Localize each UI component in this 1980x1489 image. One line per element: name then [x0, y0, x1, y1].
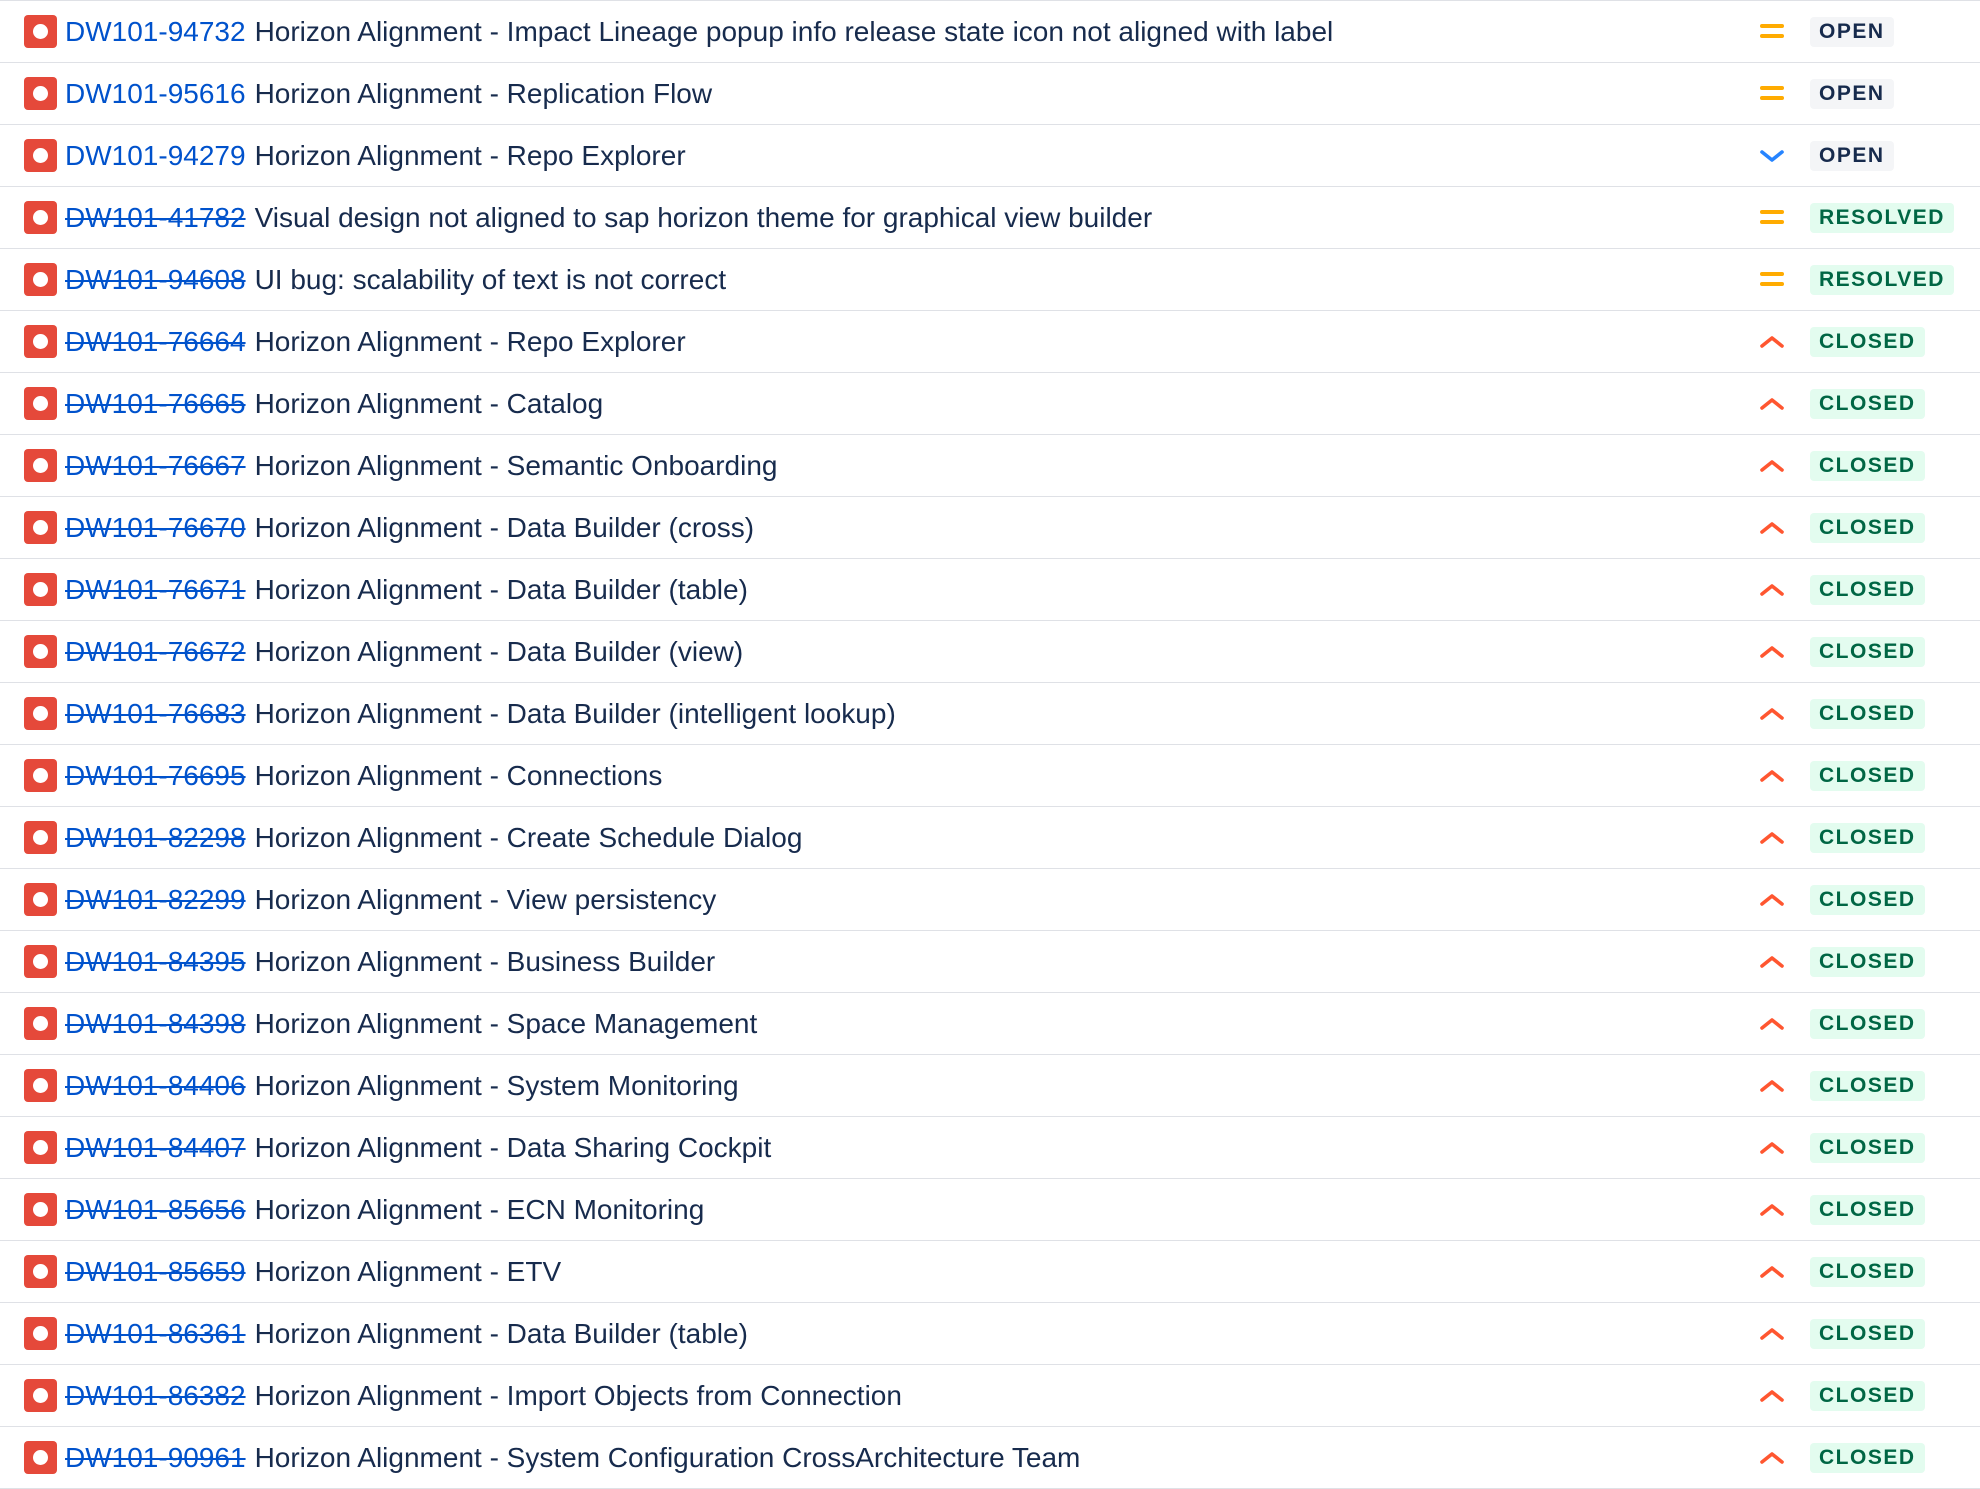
issue-text [65, 497, 754, 558]
issue-key-link[interactable]: DW101-76670 [65, 511, 246, 543]
issue-row[interactable] [0, 125, 1980, 187]
chevron-up-icon [1756, 1321, 1788, 1347]
equals-icon [1756, 81, 1788, 107]
issue-key-link[interactable]: DW101-76665 [65, 387, 246, 419]
issue-summary[interactable]: Horizon Alignment - System Configuration CrossArchitecture Team [254, 1441, 1081, 1473]
status-badge: OPEN [1810, 17, 1894, 47]
issue-row[interactable] [0, 311, 1980, 373]
chevron-down-icon [1756, 143, 1788, 169]
bug-icon [24, 263, 57, 296]
status-badge: CLOSED [1810, 1257, 1925, 1287]
chevron-up-icon [1756, 1383, 1788, 1409]
status-badge: CLOSED [1810, 513, 1925, 543]
status-badge: CLOSED [1810, 699, 1925, 729]
issue-row[interactable] [0, 993, 1980, 1055]
issue-key-link[interactable]: DW101-86361 [65, 1317, 246, 1349]
issue-summary[interactable]: Horizon Alignment - ETV [254, 1255, 562, 1287]
issue-summary[interactable]: Horizon Alignment - ECN Monitoring [254, 1193, 705, 1225]
bug-icon [24, 1441, 57, 1474]
issue-row[interactable] [0, 1303, 1980, 1365]
issue-summary[interactable]: Horizon Alignment - Data Builder (table) [254, 573, 748, 605]
issue-row[interactable] [0, 187, 1980, 249]
status-badge: CLOSED [1810, 1443, 1925, 1473]
bug-icon [24, 1255, 57, 1288]
chevron-up-icon [1756, 577, 1788, 603]
issue-row[interactable] [0, 249, 1980, 311]
bug-icon [24, 821, 57, 854]
issue-row[interactable] [0, 1365, 1980, 1427]
bug-icon [24, 697, 57, 730]
issue-summary[interactable]: Horizon Alignment - Data Builder (table) [254, 1317, 748, 1349]
issue-summary[interactable]: Horizon Alignment - Semantic Onboarding [254, 449, 778, 481]
status-badge: CLOSED [1810, 575, 1925, 605]
chevron-up-icon [1756, 1135, 1788, 1161]
issue-key-link[interactable]: DW101-86382 [65, 1379, 246, 1411]
issue-summary[interactable]: Horizon Alignment - System Monitoring [254, 1069, 739, 1101]
equals-icon [1756, 19, 1788, 45]
issue-text [65, 1241, 561, 1302]
issue-key-link[interactable]: DW101-76672 [65, 635, 246, 667]
issue-key-link[interactable]: DW101-76695 [65, 759, 246, 791]
issue-text [65, 1179, 704, 1240]
issue-text [65, 1055, 739, 1116]
status-badge: CLOSED [1810, 823, 1925, 853]
bug-icon [24, 139, 57, 172]
bug-icon [24, 1193, 57, 1226]
status-badge: OPEN [1810, 141, 1894, 171]
issue-text [65, 249, 726, 310]
issue-row[interactable] [0, 1117, 1980, 1179]
status-badge: RESOLVED [1810, 265, 1954, 295]
chevron-up-icon [1756, 391, 1788, 417]
status-badge: CLOSED [1810, 1319, 1925, 1349]
issue-text [65, 1303, 748, 1364]
chevron-up-icon [1756, 1073, 1788, 1099]
status-badge: OPEN [1810, 79, 1894, 109]
bug-icon [24, 759, 57, 792]
issue-text [65, 993, 757, 1054]
bug-icon [24, 945, 57, 978]
issue-summary[interactable]: Horizon Alignment - Repo Explorer [254, 325, 686, 357]
issue-key-link[interactable]: DW101-84398 [65, 1007, 246, 1039]
bug-icon [24, 201, 57, 234]
chevron-up-icon [1756, 701, 1788, 727]
chevron-up-icon [1756, 763, 1788, 789]
chevron-up-icon [1756, 639, 1788, 665]
issue-text [65, 125, 686, 186]
issue-key-link[interactable]: DW101-41782 [65, 201, 246, 233]
chevron-up-icon [1756, 329, 1788, 355]
issue-text [65, 1, 1333, 62]
issue-text [65, 311, 686, 372]
chevron-up-icon [1756, 1259, 1788, 1285]
issue-key-link[interactable]: DW101-84395 [65, 945, 246, 977]
bug-icon [24, 511, 57, 544]
chevron-up-icon [1756, 1011, 1788, 1037]
issue-summary[interactable]: Horizon Alignment - Impact Lineage popup info release state icon not aligned with label [254, 15, 1334, 47]
bug-icon [24, 449, 57, 482]
issue-text [65, 435, 778, 496]
issue-text [65, 187, 1152, 248]
status-badge: CLOSED [1810, 761, 1925, 791]
issue-summary[interactable]: Horizon Alignment - Catalog [254, 387, 604, 419]
bug-icon [24, 883, 57, 916]
issue-row[interactable] [0, 497, 1980, 559]
issue-key-link[interactable]: DW101-84406 [65, 1069, 246, 1101]
issue-key-link[interactable]: DW101-95616 [65, 77, 246, 109]
issue-summary[interactable]: Horizon Alignment - Space Management [254, 1007, 758, 1039]
bug-icon [24, 325, 57, 358]
issue-key-link[interactable]: DW101-82299 [65, 883, 246, 915]
bug-icon [24, 15, 57, 48]
status-badge: CLOSED [1810, 947, 1925, 977]
issue-text [65, 869, 716, 930]
issue-row[interactable] [0, 63, 1980, 125]
status-badge: CLOSED [1810, 1009, 1925, 1039]
issue-row[interactable] [0, 869, 1980, 931]
equals-icon [1756, 205, 1788, 231]
status-badge: CLOSED [1810, 451, 1925, 481]
issue-summary[interactable]: Horizon Alignment - Repo Explorer [254, 139, 686, 171]
status-badge: RESOLVED [1810, 203, 1954, 233]
bug-icon [24, 1379, 57, 1412]
issue-text [65, 1117, 771, 1178]
bug-icon [24, 573, 57, 606]
issue-summary[interactable]: Horizon Alignment - Data Builder (view) [254, 635, 744, 667]
bug-icon [24, 1131, 57, 1164]
issue-text [65, 559, 748, 620]
bug-icon [24, 1007, 57, 1040]
issue-key-link[interactable]: DW101-84407 [65, 1131, 246, 1163]
issue-row[interactable] [0, 435, 1980, 497]
issue-summary[interactable]: Horizon Alignment - Data Sharing Cockpit [254, 1131, 772, 1163]
issue-row[interactable] [0, 807, 1980, 869]
status-badge: CLOSED [1810, 637, 1925, 667]
chevron-up-icon [1756, 949, 1788, 975]
issue-text [65, 1427, 1080, 1488]
issue-key-link[interactable]: DW101-85656 [65, 1193, 246, 1225]
status-badge: CLOSED [1810, 1381, 1925, 1411]
bug-icon [24, 1317, 57, 1350]
issue-row[interactable] [0, 1241, 1980, 1303]
issue-row[interactable] [0, 683, 1980, 745]
issue-text [65, 931, 715, 992]
issue-row[interactable] [0, 373, 1980, 435]
issue-key-link[interactable]: DW101-85659 [65, 1255, 246, 1287]
chevron-up-icon [1756, 515, 1788, 541]
chevron-up-icon [1756, 1197, 1788, 1223]
issue-key-link[interactable]: DW101-82298 [65, 821, 246, 853]
issue-key-link[interactable]: DW101-76664 [65, 325, 246, 357]
bug-icon [24, 387, 57, 420]
status-badge: CLOSED [1810, 389, 1925, 419]
issue-row[interactable] [0, 931, 1980, 993]
status-badge: CLOSED [1810, 1071, 1925, 1101]
issue-key-link[interactable]: DW101-76671 [65, 573, 246, 605]
bug-icon [24, 635, 57, 668]
issue-summary[interactable]: Horizon Alignment - Replication Flow [254, 77, 713, 109]
issue-text [65, 745, 662, 806]
status-badge: CLOSED [1810, 885, 1925, 915]
issue-text [65, 1365, 902, 1426]
issue-summary[interactable]: Horizon Alignment - Data Builder (intelligent lookup) [254, 697, 896, 729]
issue-key-link[interactable]: DW101-90961 [65, 1441, 246, 1473]
issue-key-link[interactable]: DW101-76683 [65, 697, 246, 729]
status-badge: CLOSED [1810, 1133, 1925, 1163]
issue-row[interactable] [0, 745, 1980, 807]
status-badge: CLOSED [1810, 1195, 1925, 1225]
issue-summary[interactable]: Horizon Alignment - View persistency [254, 883, 717, 915]
issue-summary[interactable]: UI bug: scalability of text is not correct [254, 263, 727, 295]
bug-icon [24, 77, 57, 110]
issue-text [65, 807, 802, 868]
issue-summary[interactable]: Horizon Alignment - Data Builder (cross) [254, 511, 755, 543]
issue-row[interactable] [0, 1055, 1980, 1117]
issue-key-link[interactable]: DW101-76667 [65, 449, 246, 481]
chevron-up-icon [1756, 1445, 1788, 1471]
status-badge: CLOSED [1810, 327, 1925, 357]
issue-summary[interactable]: Horizon Alignment - Business Builder [254, 945, 716, 977]
chevron-up-icon [1756, 825, 1788, 851]
issue-row[interactable] [0, 1179, 1980, 1241]
issue-summary[interactable]: Horizon Alignment - Import Objects from Connection [254, 1379, 902, 1411]
issue-row[interactable] [0, 621, 1980, 683]
issue-row[interactable] [0, 1427, 1980, 1489]
issue-key-link[interactable]: DW101-94279 [65, 139, 246, 171]
issue-summary[interactable]: Visual design not aligned to sap horizon theme for graphical view builder [254, 201, 1153, 233]
issue-key-link[interactable]: DW101-94608 [65, 263, 246, 295]
issue-text [65, 621, 743, 682]
chevron-up-icon [1756, 453, 1788, 479]
chevron-up-icon [1756, 887, 1788, 913]
equals-icon [1756, 267, 1788, 293]
issue-text [65, 373, 603, 434]
issue-key-link[interactable]: DW101-94732 [65, 15, 246, 47]
issue-text [65, 63, 712, 124]
issue-row[interactable] [0, 559, 1980, 621]
bug-icon [24, 1069, 57, 1102]
issue-row[interactable] [0, 0, 1980, 63]
issue-summary[interactable]: Horizon Alignment - Connections [254, 759, 663, 791]
issue-text [65, 683, 896, 744]
issue-summary[interactable]: Horizon Alignment - Create Schedule Dialog [254, 821, 803, 853]
